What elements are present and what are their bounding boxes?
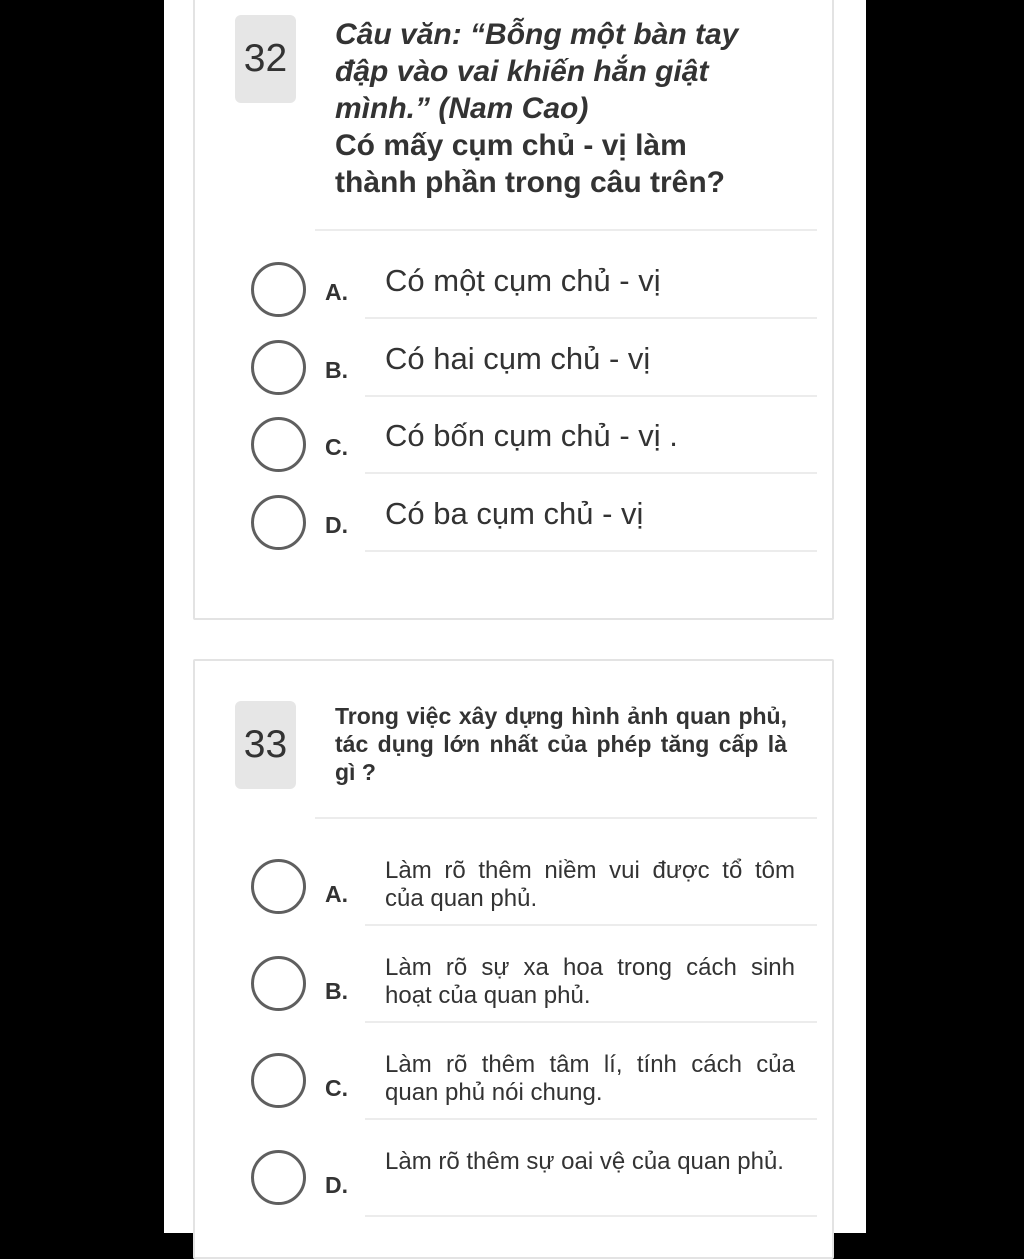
- option-underline: [365, 472, 817, 474]
- prompt-line: thành phần trong câu trên?: [335, 166, 725, 199]
- option-text: Có một cụm chủ - vị: [385, 263, 661, 298]
- radio-button[interactable]: [251, 417, 306, 472]
- option-letter: C.: [325, 1075, 348, 1101]
- option-letter: D.: [325, 1172, 348, 1198]
- option-text: Làm rõ sự xa hoa trong cách sinh hoạt của quan phủ.: [385, 954, 795, 1009]
- option-underline: [365, 1215, 817, 1217]
- radio-button[interactable]: [251, 859, 306, 914]
- radio-button[interactable]: [251, 262, 306, 317]
- option-letter: B.: [325, 978, 348, 1004]
- option-underline: [365, 317, 817, 319]
- question-prompt: Trong việc xây dựng hình ảnh quan phủ, tác dụng lớn nhất của phép tăng cấp là gì ?: [335, 703, 787, 785]
- option-letter: D.: [325, 512, 348, 538]
- radio-button[interactable]: [251, 495, 306, 550]
- prompt-line: mình.” (Nam Cao): [335, 92, 589, 125]
- prompt-line: Câu văn: “Bỗng một bàn tay: [335, 18, 739, 51]
- question-card-32: [193, 0, 834, 620]
- option-text: Có hai cụm chủ - vị: [385, 341, 651, 376]
- question-number-badge: [235, 15, 296, 103]
- question-number-badge: [235, 701, 296, 789]
- radio-button[interactable]: [251, 956, 306, 1011]
- option-text: Làm rõ thêm sự oai vệ của quan phủ.: [385, 1148, 784, 1175]
- option-underline: [365, 1118, 817, 1120]
- option-letter: C.: [325, 434, 348, 460]
- option-letter: A.: [325, 279, 348, 305]
- question-number: 32: [243, 37, 288, 80]
- option-letter: A.: [325, 881, 348, 907]
- option-text: Có bốn cụm chủ - vị .: [385, 418, 678, 453]
- prompt-line: đập vào vai khiến hắn giật: [335, 55, 709, 88]
- option-underline: [365, 1021, 817, 1023]
- divider: [315, 817, 817, 819]
- question-card-33: [193, 659, 834, 1259]
- question-number: 33: [243, 723, 288, 766]
- option-text: Làm rõ thêm tâm lí, tính cách của quan phủ nói chung.: [385, 1051, 795, 1106]
- quiz-page: [164, 0, 866, 1233]
- option-underline: [365, 924, 817, 926]
- prompt-line: Có mấy cụm chủ - vị làm: [335, 129, 687, 162]
- divider: [315, 229, 817, 231]
- option-underline: [365, 395, 817, 397]
- option-letter: B.: [325, 357, 348, 383]
- radio-button[interactable]: [251, 1053, 306, 1108]
- option-underline: [365, 550, 817, 552]
- option-text: Làm rõ thêm niềm vui được tổ tôm của quan phủ.: [385, 857, 795, 912]
- option-text: Có ba cụm chủ - vị: [385, 496, 644, 531]
- question-prompt: [335, 16, 795, 201]
- radio-button[interactable]: [251, 1150, 306, 1205]
- radio-button[interactable]: [251, 340, 306, 395]
